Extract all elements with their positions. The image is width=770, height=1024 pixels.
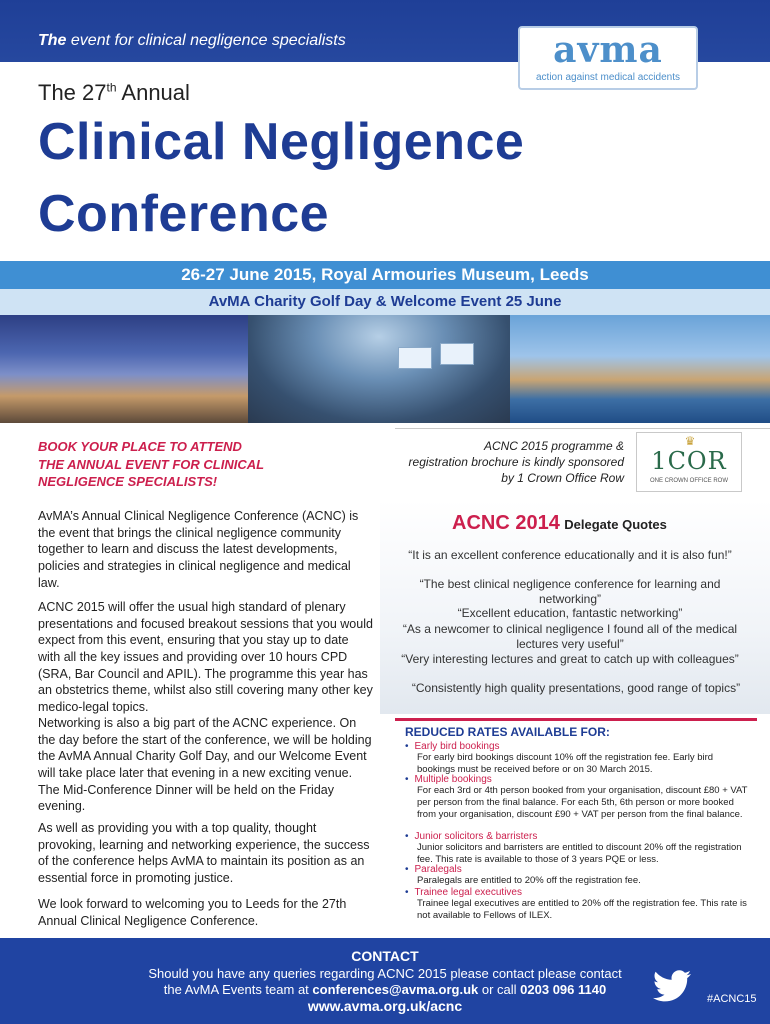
body-paragraph: Networking is also a big part of the ACNC experience. On the day before the start of the conference, we will be holding the AvMA Annual Charity Golf Day, and our Welcome Event will take place later that evening in a new exciting venue. The Mid-Conference Dinner will be held on the Friday evening. bbox=[38, 716, 372, 814]
page-title-line-2: Conference bbox=[38, 185, 330, 243]
projector-screen-icon bbox=[440, 343, 474, 365]
reduced-rates-box bbox=[395, 718, 757, 921]
crown-icon: ♛ bbox=[684, 434, 696, 448]
quotes-heading: ACNC 2014 Delegate Quotes bbox=[452, 512, 667, 534]
sponsor-note: ACNC 2015 programme & registration brochure is kindly sponsored by 1 Crown Office Row bbox=[408, 439, 624, 486]
body-paragraph: We look forward to welcoming you to Leeds for the 27th Annual Clinical Negligence Conference. bbox=[38, 897, 347, 928]
avma-logo-subtitle: action against medical accidents bbox=[536, 72, 680, 83]
contact-line: Should you have any queries regarding ACNC 2015 please contact please contact bbox=[148, 966, 622, 981]
rate-item: • Trainee legal executives Trainee legal executives are entitled to 20% off the registration fee. This rate is not available to Fellows of ILEX. bbox=[405, 887, 751, 922]
delegate-quote: “Consistently high quality presentations, good range of topics” bbox=[411, 681, 741, 695]
contact-email-link[interactable]: conferences@avma.org.uk bbox=[312, 982, 479, 997]
contact-line: the AvMA Events team at conferences@avma.org.uk or call 0203 096 1140 bbox=[163, 982, 607, 997]
avma-logo bbox=[518, 26, 698, 90]
hashtag-label: #ACNC15 bbox=[707, 993, 757, 1005]
sponsor-divider bbox=[395, 428, 770, 429]
conference-hall-photo bbox=[248, 315, 510, 423]
contact-phone[interactable]: 0203 096 1140 bbox=[520, 982, 607, 997]
leeds-dock-photo bbox=[510, 315, 770, 423]
delegate-quote: “As a newcomer to clinical negligence I found all of the medical lectures very useful” bbox=[402, 622, 738, 651]
delegate-quote: “Excellent education, fantastic networking” bbox=[457, 606, 683, 620]
rate-item: • Paralegals Paralegals are entitled to 20% off the registration fee. bbox=[405, 864, 751, 887]
reduced-rates-title: REDUCED RATES AVAILABLE FOR: bbox=[405, 725, 610, 739]
body-paragraph: AvMA’s Annual Clinical Negligence Conference (ACNC) is the event that brings the clinical negligence community together to learn and discuss the latest developments, policies and strategies in clinical negligence and medical law. bbox=[38, 509, 359, 590]
page-title-line-1: Clinical Negligence bbox=[38, 113, 525, 171]
delegate-quote: “Very interesting lectures and great to catch up with colleagues” bbox=[401, 652, 739, 666]
delegate-quote: “The best clinical negligence conference for learning and networking” bbox=[419, 577, 721, 606]
one-crown-office-row-logo: ♛ 1COR ONE CROWN OFFICE ROW bbox=[636, 432, 742, 492]
delegate-quote: “It is an excellent conference educationally and it is also fun!” bbox=[408, 548, 732, 562]
contact-heading: CONTACT bbox=[351, 948, 419, 964]
book-your-place-callout: BOOK YOUR PLACE TO ATTEND THE ANNUAL EVENT FOR CLINICAL NEGLIGENCE SPECIALISTS! bbox=[38, 439, 265, 490]
projector-screen-icon bbox=[398, 347, 432, 369]
body-paragraph: ACNC 2015 will offer the usual high standard of plenary presentations and focused breakout sessions that you would expect from this event, ensuring that you stay up to date with all the key issues and providing over 10 hours CPD (SRA, Bar Council and APIL). The programme this year has an obstetrics theme, whilst also still covering many other key medico-legal topics. bbox=[38, 600, 373, 714]
body-paragraph: As well as providing you with a top quality, thought provoking, learning and networking experience, the success of the conference helps AvMA to maintain its position as an essential force in promoting justice. bbox=[38, 821, 370, 885]
avma-logo-word: avma bbox=[553, 29, 663, 71]
annual-edition: The 27th Annual bbox=[38, 80, 190, 105]
rate-item: • Junior solicitors & barristers Junior solicitors and barristers are entitled to discount 20% off the registration fee. This rate is available to those of 3 years PQE or less. bbox=[405, 831, 751, 866]
header-tagline: The event for clinical negligence specialists bbox=[38, 32, 346, 49]
golf-day-bar: AvMA Charity Golf Day & Welcome Event 25 June bbox=[0, 289, 770, 315]
rate-item: • Multiple bookings For each 3rd or 4th person booked from your organisation, discount £80 + VAT per person from the final balance. For each 5th, 6th person or more booked from your organisation, discount £90 + VAT per person from the final balance. bbox=[405, 774, 751, 821]
leeds-skyline-photo bbox=[0, 315, 248, 423]
rate-item: • Early bird bookings For early bird bookings discount 10% off the registration fee. Early bird bookings must be received before or on 30 March 2015. bbox=[405, 741, 751, 776]
event-date-bar: 26-27 June 2015, Royal Armouries Museum, Leeds bbox=[0, 261, 770, 289]
website-link[interactable]: www.avma.org.uk/acnc bbox=[307, 998, 463, 1014]
twitter-bird-icon[interactable] bbox=[652, 970, 692, 1004]
